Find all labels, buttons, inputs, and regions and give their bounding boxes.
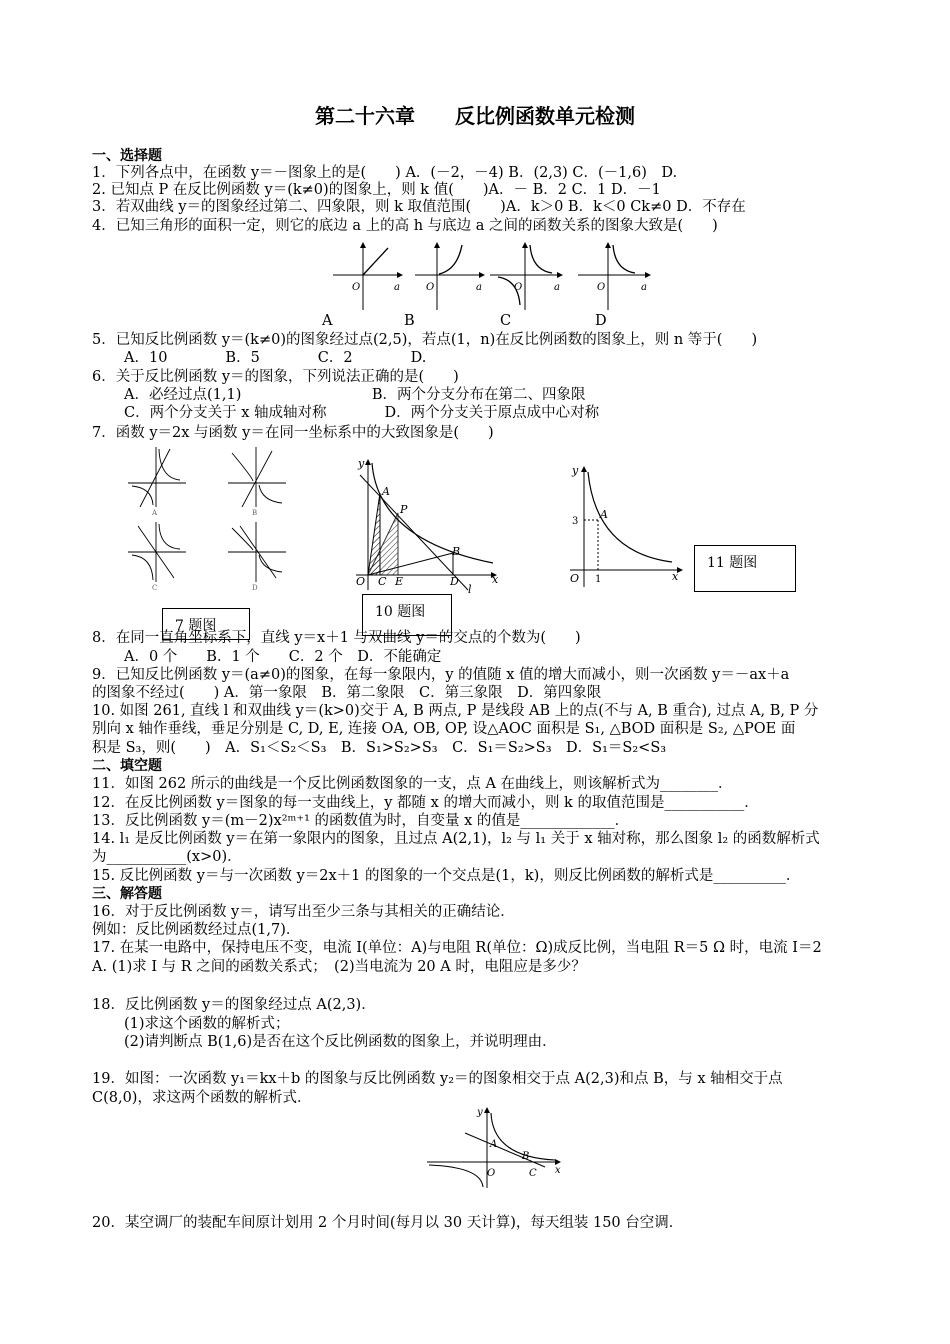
svg-text:O: O <box>597 282 606 293</box>
q9: 9．已知反比例函数 y＝(a≠0)的图象，在每一象限内，y 的值随 x 值的增大而减小，则一次函数 y＝－ax＋a <box>92 667 790 683</box>
q10: 10. 如图 261, 直线 l 和双曲线 y＝(k>0)交于 A, B 两点, P 是线段 AB 上的点(不与 A, B 重合), 过点 A, B, P 分 <box>92 703 819 719</box>
q6-options-cd: C．两个分支关于 x 轴成轴对称 D．两个分支关于原点成中心对称 <box>124 405 600 421</box>
q7-graph-c <box>128 522 186 592</box>
fig11-label-y: y <box>572 464 579 477</box>
q8: 8．在同一直角坐标系下，直线 y＝x＋1 与双曲线 y＝的交点的个数为( ) <box>92 630 581 646</box>
fig10-label-b: B <box>452 545 461 558</box>
q4-label-b: B <box>404 313 415 329</box>
fig7-caption: 7 题图 <box>175 618 217 634</box>
fig10-label-d: D <box>450 575 459 588</box>
fig10-label-x: x <box>492 573 499 586</box>
fig11-tick-1: 1 <box>595 574 602 585</box>
fig10-label-l: l <box>468 583 472 595</box>
fig10-label-o: O <box>356 575 366 588</box>
q4-graphs <box>330 240 660 315</box>
q4-label-d: D <box>595 313 607 329</box>
fig10-label-y: y <box>358 457 365 470</box>
q15: 15. 反比例函数 y＝与一次函数 y＝2x＋1 的图象的一个交点是(1，k)，则反比例函数的解析式是__________． <box>92 868 801 884</box>
q17-cont: A. (1)求 I 与 R 之间的函数关系式； (2)当电流为 20 A 时，电阻应是多少？ <box>92 959 586 975</box>
figure-11 <box>562 462 687 592</box>
svg-text:O: O <box>352 282 361 293</box>
q7-graph-d <box>228 522 286 592</box>
fig11-caption-box <box>694 545 796 592</box>
q4-graph-a <box>333 243 402 310</box>
svg-text:a: a <box>394 282 400 293</box>
svg-text:D: D <box>252 584 258 592</box>
q7: 7．函数 y＝2x 与函数 y＝在同一坐标系中的大致图象是( ) <box>92 425 494 441</box>
q13: 13．反比例函数 y＝(m－2)x²ᵐ⁺¹ 的函数值为时，自变量 x 的值是_____________． <box>92 813 630 829</box>
q5: 5．已知反比例函数 y＝(k≠0)的图象经过点(2,5)，若点(1，n)在反比例函数的图象上，则 n 等于( ) <box>92 332 758 348</box>
q19: 19．如图：一次函数 y₁＝kx＋b 的图象与反比例函数 y₂＝的图象相交于点 A(2,3)和点 B，与 x 轴相交于点 <box>92 1071 783 1087</box>
section-choice: 一、选择题 <box>92 148 162 164</box>
q20: 20．某空调厂的装配车间原计划用 2 个月时间(每月以 30 天计算)，每天组装 150 台空调． <box>92 1215 684 1231</box>
fig19-label-b: B <box>522 1151 530 1162</box>
q4-label-a: A <box>322 313 333 329</box>
q14-cont: 为___________(x>0)． <box>92 849 242 865</box>
fig19-label-c: C <box>529 1168 537 1179</box>
fig11-caption: 11 题图 <box>707 555 758 571</box>
fig19-label-o: O <box>487 1168 496 1179</box>
q10-options: 积是 S₃，则( ) A．S₁＜S₂＜S₃ B．S₁>S₂>S₃ C．S₁＝S₂>S₃ D．S₁＝S₂<S₃ <box>92 740 667 756</box>
fig10-label-e: E <box>395 575 404 588</box>
section-answer: 三、解答题 <box>92 886 162 902</box>
q12: 12．在反比例函数 y＝图象的每一支曲线上，y 都随 x 的增大而减小，则 k 的取值范围是___________． <box>92 795 759 811</box>
q10-cont: 别向 x 轴作垂线，垂足分别是 C, D, E, 连接 OA, OB, OP, 设△AOC 面积是 S₁, △BOD 面积是 S₂, △POE 面 <box>92 721 796 737</box>
q2: 2. 已知点 P 在反比例函数 y＝(k≠0)的图象上，则 k 值( )A．－ B．2 C．1 D．－1 <box>92 182 661 198</box>
q7-graphs <box>118 445 308 595</box>
fig10-label-a: A <box>382 485 390 498</box>
q7-graph-a <box>128 447 186 517</box>
section-fill: 二、填空题 <box>92 758 162 774</box>
q7-graph-b <box>228 447 286 517</box>
q11: 11．如图 262 所示的曲线是一个反比例函数图象的一支，点 A 在曲线上，则该解析式为________． <box>92 776 733 792</box>
fig19-label-y: y <box>477 1107 483 1118</box>
svg-text:a: a <box>554 282 560 293</box>
q4-graph-d <box>578 243 650 310</box>
fig11-label-a: A <box>600 508 608 521</box>
fig10-caption: 10 题图 <box>375 604 426 620</box>
q6-options-ab: A．必经过点(1,1) B．两个分支分布在第二、四象限 <box>124 387 586 403</box>
q6: 6．关于反比例函数 y＝的图象，下列说法正确的是( ) <box>92 369 459 385</box>
q3: 3．若双曲线 y＝的图象经过第二、四象限，则 k 取值范围( )A．k＞0 B．k＜0 Ck≠0 D．不存在 <box>92 199 746 215</box>
q16-example: 例如：反比例函数经过点(1,7)． <box>92 922 301 938</box>
q16: 16．对于反比例函数 y＝，请写出至少三条与其相关的正确结论． <box>92 904 515 920</box>
q5-options: A．10 B．5 C．2 D. <box>124 350 427 366</box>
fig19-label-a: A <box>490 1139 498 1150</box>
fig11-label-x: x <box>672 570 679 583</box>
q9-cont: 的图象不经过( ) A．第一象限 B．第二象限 C．第三象限 D．第四象限 <box>92 685 602 701</box>
q8-options: A．0 个 B．1 个 C．2 个 D．不能确定 <box>124 649 442 665</box>
svg-text:A: A <box>152 509 158 517</box>
figure-10 <box>348 455 508 595</box>
q14: 14. l₁ 是反比例函数 y＝在第一象限内的图象，且过点 A(2,1)，l₂ 与 l₁ 关于 x 轴对称，那么图象 l₂ 的函数解析式 <box>92 831 820 847</box>
q18-part1: (1)求这个函数的解析式； <box>124 1016 290 1032</box>
figure-19 <box>425 1105 565 1190</box>
fig10-label-c: C <box>378 575 387 588</box>
q19-cont: C(8,0)，求这两个函数的解析式． <box>92 1090 312 1106</box>
fig11-label-o: O <box>570 572 580 585</box>
svg-text:C: C <box>152 584 158 592</box>
svg-text:a: a <box>476 282 482 293</box>
q4-graph-b <box>415 243 484 310</box>
fig11-tick-3: 3 <box>572 516 579 527</box>
svg-text:a: a <box>641 282 647 293</box>
q4: 4．已知三角形的面积一定，则它的底边 a 上的高 h 与底边 a 之间的函数关系的图象大致是( ) <box>92 218 718 234</box>
q17: 17. 在某一电路中，保持电压不变，电流 I(单位：A)与电阻 R(单位：Ω)成反比例，当电阻 R＝5 Ω 时，电流 I＝2 <box>92 940 822 956</box>
page-title: 第二十六章 反比例函数单元检测 <box>315 104 635 128</box>
q18-part2: (2)请判断点 B(1,6)是否在这个反比例函数的图象上，并说明理由． <box>124 1034 557 1050</box>
svg-text:O: O <box>514 282 523 293</box>
svg-text:O: O <box>426 282 435 293</box>
fig19-label-x: x <box>555 1165 561 1176</box>
q4-label-c: C <box>500 313 512 329</box>
svg-text:B: B <box>252 509 258 517</box>
q18: 18．反比例函数 y＝的图象经过点 A(2,3)． <box>92 997 376 1013</box>
q4-graph-c <box>490 243 562 310</box>
q1: 1．下列各点中，在函数 y＝－图象上的是( ) A．(－2，－4) B．(2,3) C．(－1,6) D. <box>92 165 678 181</box>
fig10-label-p: P <box>400 503 408 516</box>
